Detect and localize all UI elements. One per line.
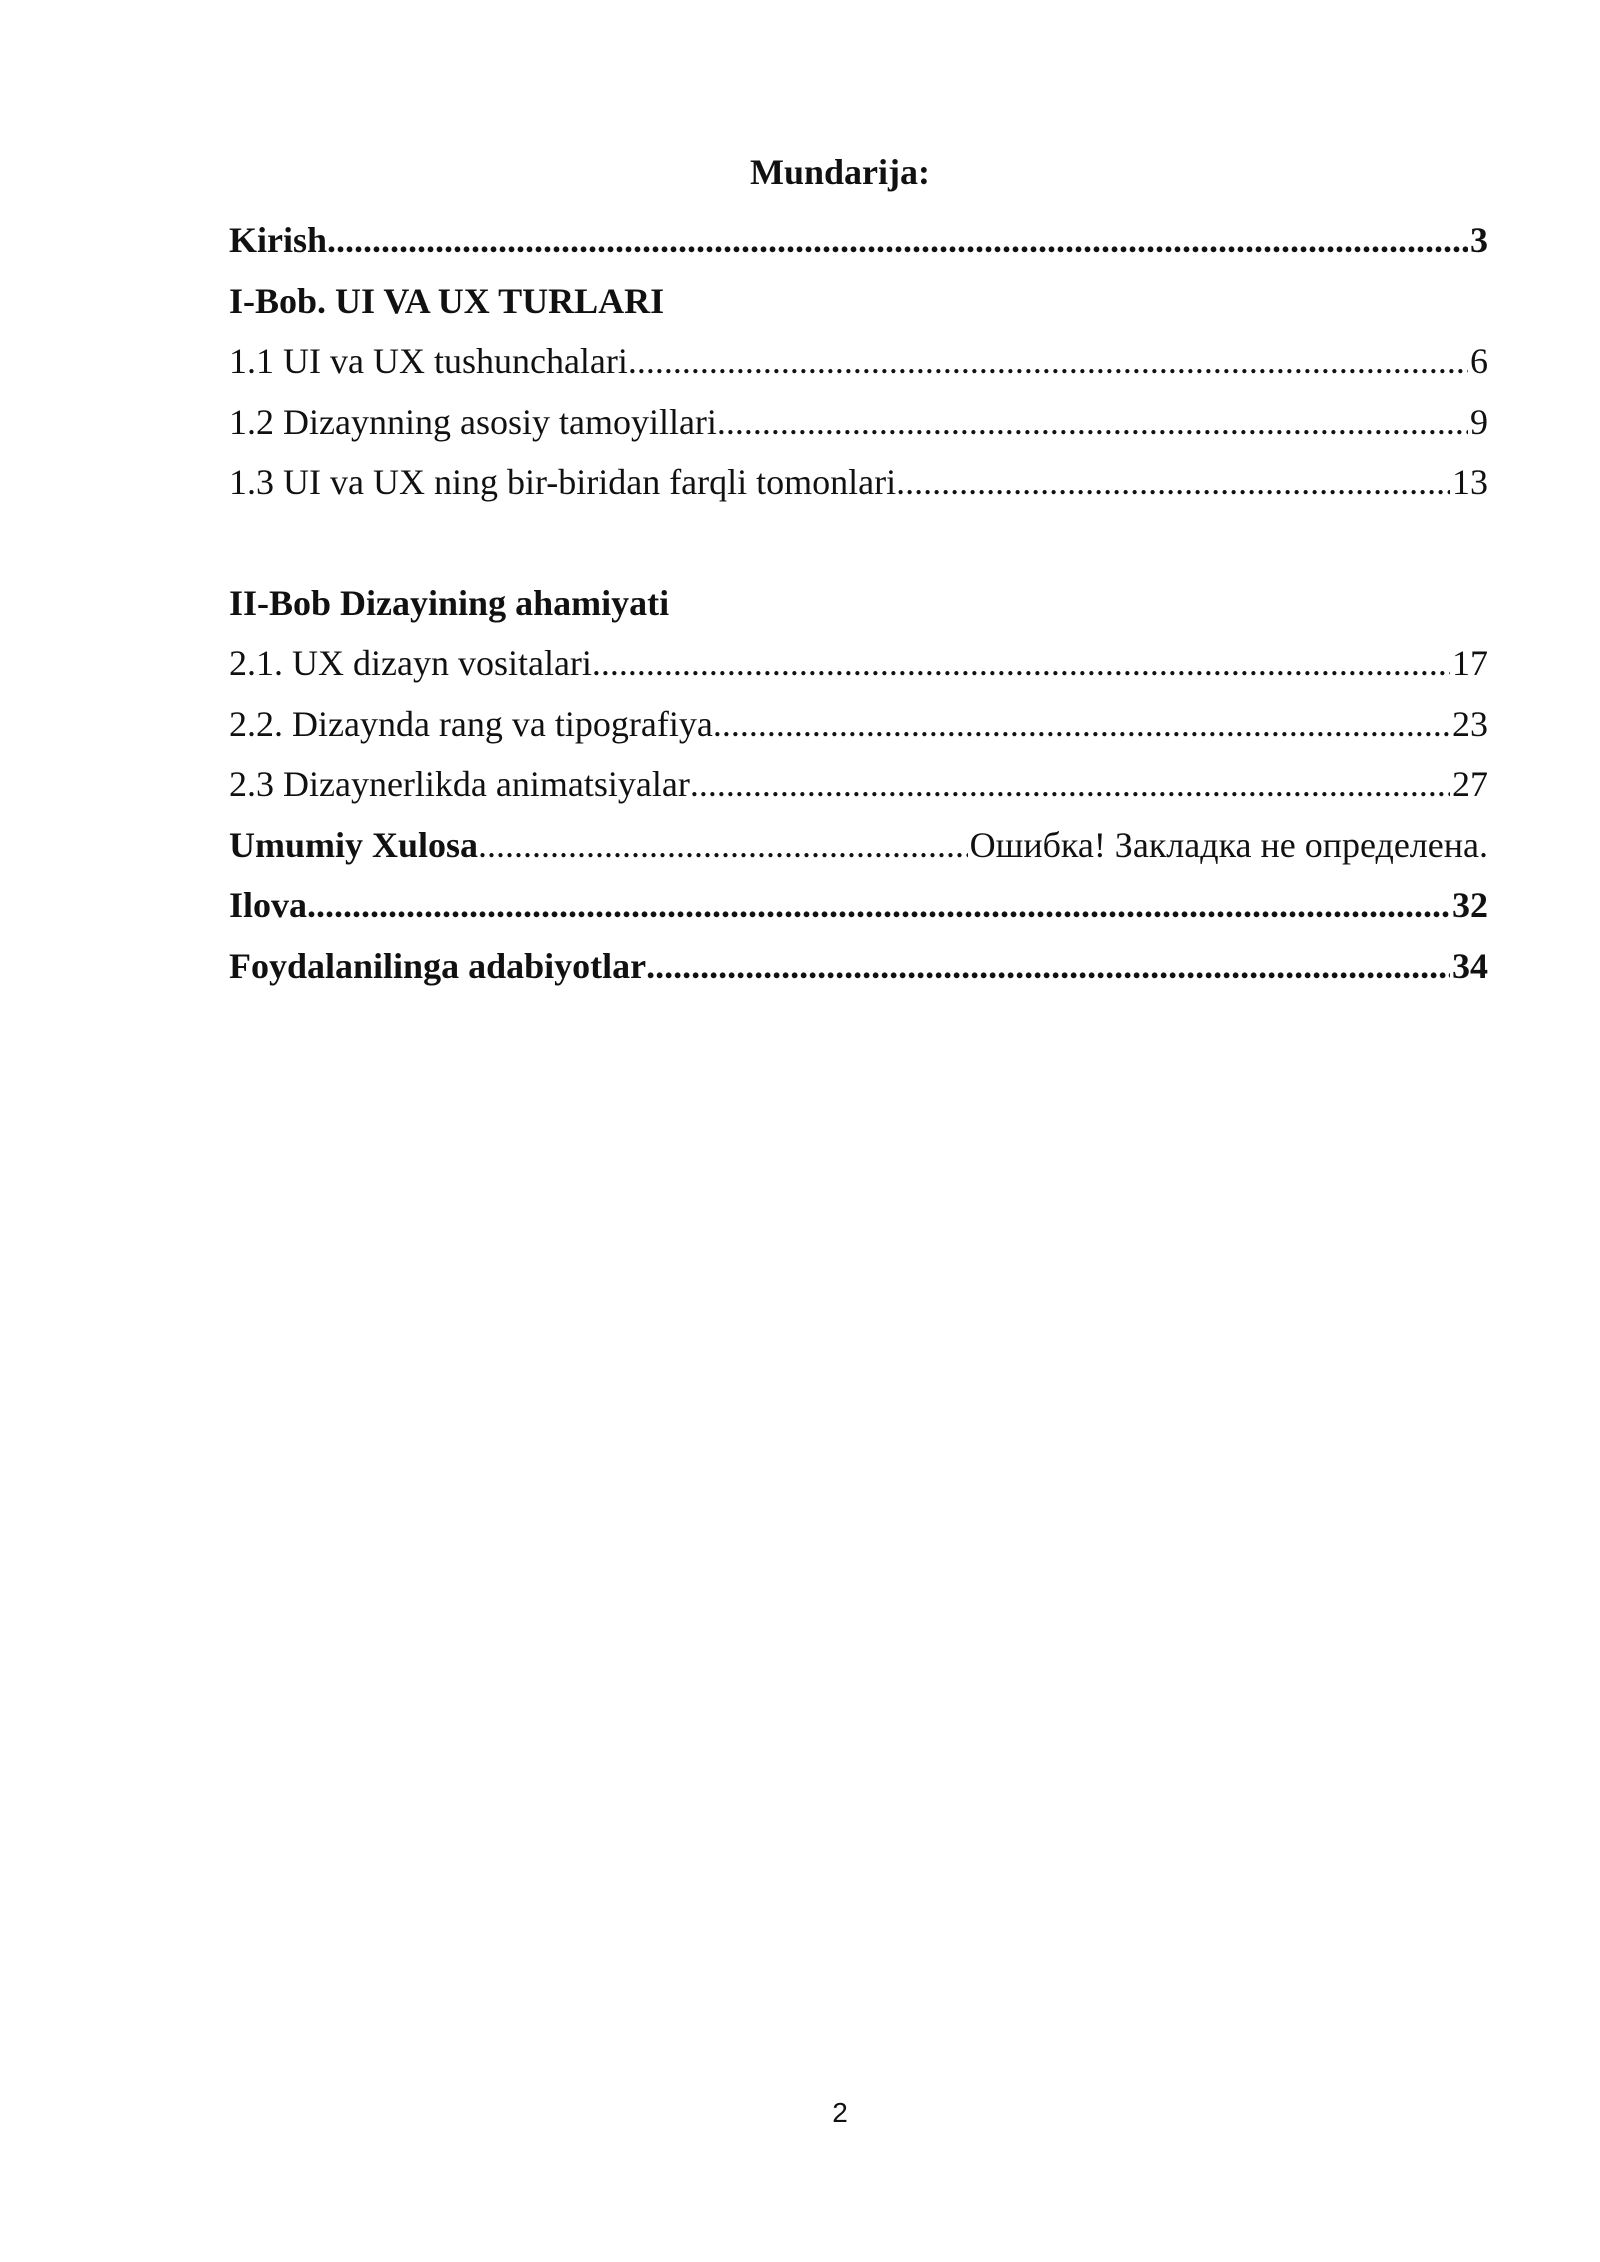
toc-entry-label: 1.1 UI va UX tushunchalari — [229, 341, 628, 381]
toc-entry-1-2[interactable] — [229, 392, 1488, 453]
toc-entry-label: II-Bob Dizayining ahamiyati — [229, 582, 670, 623]
toc-entry-page: 17 — [1452, 643, 1488, 683]
toc-leader-dots — [592, 633, 1450, 693]
toc-chapter-heading-2 — [229, 573, 1488, 634]
toc-entry-label: 1.3 UI va UX ning bir-biridan farqli tomonlari — [229, 462, 897, 502]
toc-leader-dots — [896, 452, 1450, 512]
toc-entry-1-1[interactable] — [229, 331, 1488, 392]
toc-entry-page: 32 — [1452, 885, 1488, 925]
toc-leader-dots — [628, 331, 1468, 391]
toc-entry-page: 3 — [1470, 220, 1488, 260]
toc-leader-dots — [307, 875, 1450, 935]
toc-leader-dots — [713, 694, 1450, 754]
toc-entry-page: 9 — [1470, 401, 1488, 442]
toc-leader-dots — [690, 754, 1450, 814]
toc-entry-page: 13 — [1452, 462, 1488, 502]
toc-leader-dots — [327, 210, 1468, 270]
toc-leader-dots — [717, 392, 1468, 452]
toc-entry-label: Ilova — [229, 885, 308, 925]
toc-entry-label: I-Bob. UI VA UX TURLARI — [229, 280, 665, 321]
toc-entry-adabiyotlar[interactable] — [229, 936, 1488, 997]
toc-entry-label: 1.2 Dizaynning asosiy tamoyillari — [229, 401, 717, 442]
toc-entry-ilova[interactable] — [229, 875, 1488, 936]
toc-entry-2-1[interactable] — [229, 633, 1488, 694]
toc-entry-label: Umumiy Xulosa — [229, 824, 479, 865]
toc-entry-2-3[interactable] — [229, 754, 1488, 815]
toc-leader-dots — [646, 936, 1450, 996]
toc-entry-page-error: Ошибка! Закладка не определена. — [969, 824, 1488, 865]
toc-entry-kirish[interactable] — [229, 210, 1488, 271]
toc-entry-label: Kirish — [229, 220, 328, 260]
page-number: 2 — [832, 2097, 848, 2128]
toc-entry-label: Foydalanilinga adabiyotlar — [229, 945, 647, 986]
toc-title: Mundarija: — [750, 152, 930, 192]
toc-leader-dots — [478, 815, 968, 875]
toc-entry-page: 34 — [1452, 945, 1488, 986]
toc-chapter-heading-1 — [229, 271, 1488, 332]
toc-entry-umumiy-xulosa[interactable] — [229, 815, 1488, 876]
table-of-contents — [229, 210, 1488, 996]
toc-entry-page: 6 — [1470, 341, 1488, 381]
toc-entry-2-2[interactable] — [229, 694, 1488, 755]
toc-entry-1-3[interactable] — [229, 452, 1488, 513]
toc-entry-label: 2.3 Dizaynerlikda animatsiyalar — [229, 764, 690, 804]
toc-entry-label: 2.2. Dizaynda rang va tipografiya — [229, 703, 713, 744]
toc-entry-label: 2.1. UX dizayn vositalari — [229, 643, 592, 683]
toc-entry-page: 27 — [1452, 764, 1488, 804]
toc-spacer — [229, 513, 1488, 573]
toc-entry-page: 23 — [1452, 703, 1488, 744]
